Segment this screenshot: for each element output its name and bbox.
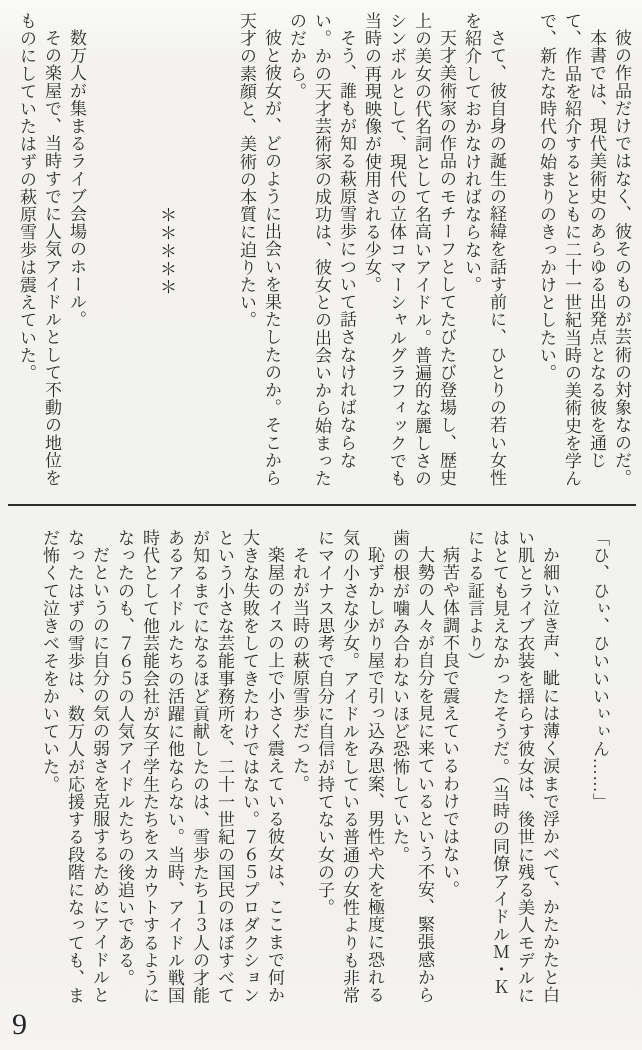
paragraph: 楽屋のイスの上で小さく震えている彼女は、ここまで何か大きな失敗をしてきたわけではない。７６５プロダクションという小さな芸能事務所を、二十一世紀の国民のほぼすべてが知るまでになるほど貢献したのは、雪歩たち１３人の才能あるアイドルたちの活躍に他ならない。当時、アイドル戦国時代として他芸能会社が女子学生たちをスカウトするようになったのも、７６５の人気アイドルたちの後追いである。: [115, 529, 284, 1005]
scene-section: [37, 529, 612, 1007]
page-number: 9: [12, 1008, 27, 1041]
paragraph: 天才美術家の作品のモチーフとしてたびたび登場し、歴史上の美女の代名詞として名高いアイドル。普遍的な麗しさのシンボルとして、現代の立体コマーシャルグラフィックでも当時の再現映像が使用される少女。: [362, 12, 456, 488]
paragraph: 数万人が集まるライブ会場のホール。: [67, 29, 86, 329]
paragraph: 彼の作品だけではなく、彼そのものが芸術の対象なのだ。: [612, 29, 631, 487]
section-divider: [8, 504, 636, 506]
paragraph: 病苦や体調不良で震えているわけではない。: [440, 546, 459, 898]
dialogue-line: 「ひ、ひぃ、ひいいいぃぃん……」: [590, 529, 609, 811]
paragraph: 本書では、現代美術史のあらゆる出発点となる彼を通じて、作品を紹介するとともに二十一世紀当時の美術史を学んで、新たな時代の始まりのきっかけとしたい。: [537, 12, 606, 488]
paragraph: 大勢の人々が自分を見に来ているという不安、緊張感から歯の根が噛み合わないほど恐怖していた。: [390, 529, 434, 1004]
paragraph: さて、彼自身の誕生の経緯を話す前に、ひとりの若い女性を紹介しておかなければならない。: [462, 12, 506, 487]
intro-section: [14, 12, 634, 490]
paragraph: か細い泣き声、眦には薄く涙まで浮かべて、かたかたと白い肌とライブ衣装を揺らす彼女は、後世に残る美人モデルにはとても見えなかったそうだ。（当時の同僚アイドルＭ・Ｋによる証言より）: [465, 529, 559, 1005]
paragraph: その楽屋で、当時すでに人気アイドルとして不動の地位をものにしていたはずの萩原雪歩は震えていた。: [17, 12, 61, 487]
paragraph: 恥ずかしがり屋で引っ込み思案、男性や犬を極度に恐れる気の小さな少女。アイドルをしている普通の女性よりも非常にマイナス思考で自分に自信が持てない女の子。: [315, 529, 384, 1005]
paragraph: それが当時の萩原雪歩だった。: [290, 546, 309, 793]
paragraph: だというのに自分の気の弱さを克服するためにアイドルとなったはずの雪歩は、数万人が応援する段階になっても、まだ怖くて泣きべそをかいていた。: [40, 529, 109, 1005]
paragraph: そう、誰もが知る萩原雪歩について話さなければならない。かの天才芸術家の成功は、彼女との出会いから始まったのだから。: [287, 12, 356, 488]
asterisk-separator: ＊＊＊＊＊: [157, 206, 176, 296]
paragraph: 彼と彼女が、どのように出会いを果たしたのか。そこから天才の素顔と、美術の本質に迫りたい。: [237, 12, 281, 487]
